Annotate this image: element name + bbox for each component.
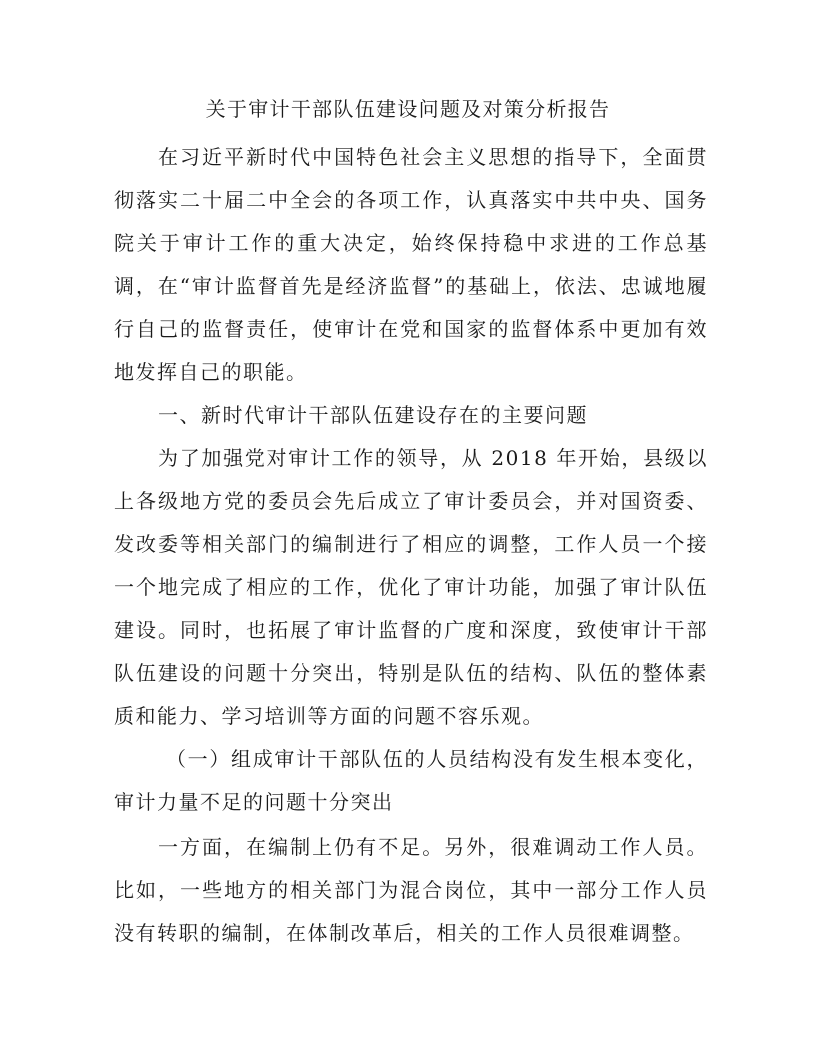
paragraph-intro: 在习近平新时代中国特色社会主义思想的指导下，全面贯彻落实二十届二中全会的各项工作，认真落实中共中央、国务院关于审计工作的重大决定，始终保持稳中求进的工作总基调，在“审计监督首先是经济监督”的基础上，依法、忠诚地履行自己的监督责任，使审计在党和国家的监督体系中更加有效地发挥自己的职能。 — [114, 145, 708, 384]
section-heading-1: 一、新时代审计干部队伍建设存在的主要问题 — [158, 403, 588, 427]
paragraph-subsection-1: 一方面，在编制上仍有不足。另外，很难调动工作人员。比如，一些地方的相关部门为混合岗位，其中一部分工作人员没有转职的编制，在体制改革后，相关的工作人员很难调整。 — [114, 835, 708, 945]
subsection-heading-1: （一）组成审计干部队伍的人员结构没有发生根本变化，审计力量不足的问题十分突出 — [114, 747, 708, 814]
paragraph-section-1: 为了加强党对审计工作的领导，从 2018 年开始，县级以上各级地方党的委员会先后成立了审计委员会，并对国资委、发改委等相关部门的编制进行了相应的调整，工作人员一个接一个地完成了相应的工作，优化了审计功能，加强了审计队伍建设。同时，也拓展了审计监督的广度和深度，致使审计干部队伍建设的问题十分突出，特别是队伍的结构、队伍的整体素质和能力、学习培训等方面的问题不容乐观。 — [114, 446, 708, 728]
document-title: 关于审计干部队伍建设问题及对策分析报告 — [205, 97, 611, 121]
